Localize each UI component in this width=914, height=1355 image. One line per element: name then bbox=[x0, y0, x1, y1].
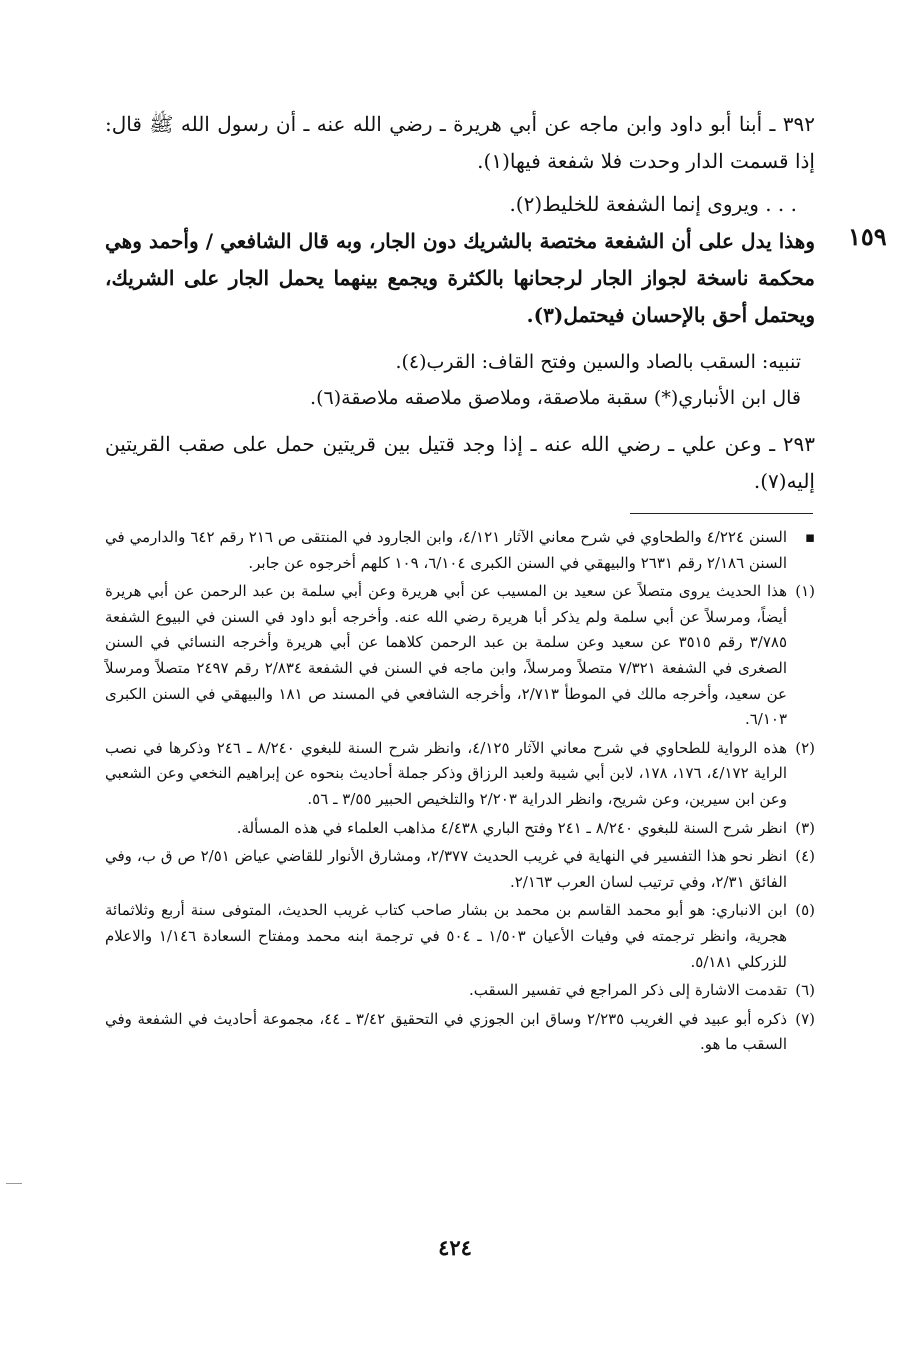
footnote-marker: (٤) bbox=[795, 847, 815, 866]
hadith-392: ٣٩٢ ـ أبنا أبو داود وابن ماجه عن أبي هريرة ـ رضي الله عنه ـ أن رسول الله ﷺ قال: إذا قسمت الدار وحدت فلا شفعة فيها(١). bbox=[105, 112, 815, 173]
narration-note: . . . ويروى إنما الشفعة للخليط(٢). bbox=[509, 192, 797, 216]
footnote-divider bbox=[630, 513, 813, 514]
footnote-marker: (٧) bbox=[795, 1009, 815, 1028]
margin-page-reference: ١٥٩ bbox=[848, 222, 887, 251]
ibn-anbari-quote: قال ابن الأنباري(*) سقبة ملاصقة، وملاصق ملاصقه ملاصقة(٦). bbox=[310, 387, 801, 409]
footnote-4 bbox=[105, 844, 815, 895]
scan-mark bbox=[6, 1183, 22, 1184]
footnote-marker: (٥) bbox=[795, 901, 815, 920]
footnote-marker: (٣) bbox=[795, 818, 815, 837]
footnotes bbox=[105, 525, 815, 1061]
footnote-text: هذا الحديث يروى متصلاً عن سعيد بن المسيب عن أبي هريرة وعن أبي سلمة بن عبد الرحمن عن أبي هريرة أيضاً، ومرسلاً عن أبي سلمة ولم يذكر أبا هريرة رضي الله عنه. وأخرجه أبو داود في السنن في البيوع الشفعة ٣/٧٨٥ رقم ٣٥١٥ عن سعيد وعن سلمة بن عبد الرحمن كلاهما عن أبي هريرة وأخرجه النسائي في السنن الصغرى في الشفعة ٧/٣٢١ متصلاً ومرسلاً، وابن ماجه في السنن في الشفعة ٢/٨٣٤ رقم ٢٤٩٧ متصلاً ومرسلاً عن سعيد، وأخرجه مالك في الموطأ ٢/٧١٣، وأخرجه الشافعي في المسند ص ١٨١ والبيهقي في السنن الكبرى ٦/١٠٣. bbox=[105, 582, 788, 729]
footnote-marker: (١) bbox=[795, 582, 815, 601]
footnote-2 bbox=[105, 736, 815, 813]
tanbih-note: تنبيه: السقب بالصاد والسين وفتح القاف: القرب(٤). bbox=[395, 351, 801, 373]
footnote-text: انظر شرح السنة للبغوي ٨/٢٤٠ ـ ٢٤١ وفتح الباري ٤/٤٣٨ مذاهب العلماء في هذه المسألة. bbox=[236, 818, 787, 837]
footnote-marker: ▪ bbox=[804, 528, 815, 546]
footnote-3 bbox=[105, 816, 815, 842]
main-text bbox=[105, 106, 815, 500]
footnote-6 bbox=[105, 978, 815, 1004]
page-number: ٤٢٤ bbox=[438, 1235, 472, 1260]
footnote-marker: (٢) bbox=[795, 738, 815, 757]
hadith-293: ٢٩٣ ـ وعن علي ـ رضي الله عنه ـ إذا وجد قتيل بين قريتين حمل على صقب القريتين إليه(٧). bbox=[105, 432, 815, 493]
commentary-paragraph: وهذا يدل على أن الشفعة مختصة بالشريك دون الجار، وبه قال الشافعي / وأحمد وهي محكمة ناسخة لجواز الجار لرجحانها بالكثرة ويجمع بينهما يحمل الجار على الشريك، ويحتمل أحق بالإحسان فيحتمل(٣). bbox=[105, 229, 815, 327]
footnote-text: هذه الرواية للطحاوي في شرح معاني الآثار ٤/١٢٥، وانظر شرح السنة للبغوي ٨/٢٤٠ ـ ٢٤٦ وذكرها في نصب الراية ٤/١٧٢، ١٧٦، ١٧٨، لابن أبي شيبة ولعبد الرزاق وذكر جملة أحاديث بنحوه عن إبراهيم النخعي وعن الشعبي وعن ابن سيرين، وعن شريح، وانظر الدراية ٢/٢٠٣ والتلخيص الحبير ٣/٥٥ ـ ٥٦. bbox=[105, 738, 788, 808]
footnote-5 bbox=[105, 898, 815, 975]
footnote-text: ذكره أبو عبيد في الغريب ٢/٢٣٥ وساق ابن الجوزي في التحقيق ٣/٤٢ ـ ٤٤، مجموعة أحاديث في الشفعة وفي السقب ما هو. bbox=[105, 1009, 788, 1054]
footnote-text: السنن ٤/٢٢٤ والطحاوي في شرح معاني الآثار ٤/١٢١، وابن الجارود في المنتقى ص ٢١٦ رقم ٦٤٢ والدارمي في السنن ٢/١٨٦ رقم ٢٦٣١ والبيهقي في السنن الكبرى ٦/١٠٤، ١٠٩ كلهم أخرجوه عن جابر. bbox=[105, 528, 788, 572]
footnote-7 bbox=[105, 1007, 815, 1058]
footnote-1 bbox=[105, 579, 815, 733]
footnote-star bbox=[105, 525, 815, 576]
footnote-text: ابن الانباري: هو أبو محمد القاسم بن محمد بن بشار صاحب كتاب غريب الحديث، المتوفى سنة أربع وثلاثمائة هجرية، وانظر ترجمته في وفيات الأعيان ١/٥٠٣ ـ ٥٠٤ في ترجمة ابنه محمد ومفتاح السعادة ١/١٤٦ والاعلام للزركلي ٥/١٨١. bbox=[105, 901, 787, 971]
footnote-text: انظر نحو هذا التفسير في النهاية في غريب الحديث ٢/٣٧٧، ومشارق الأنوار للقاضي عياض ٢/٥١ ص ق ب، وفي الفائق ٢/٣١، وفي ترتيب لسان العرب ٢/١٦٣. bbox=[105, 847, 787, 891]
footnote-marker: (٦) bbox=[795, 981, 815, 1000]
footnote-text: تقدمت الاشارة إلى ذكر المراجع في تفسير السقب. bbox=[468, 981, 787, 1000]
